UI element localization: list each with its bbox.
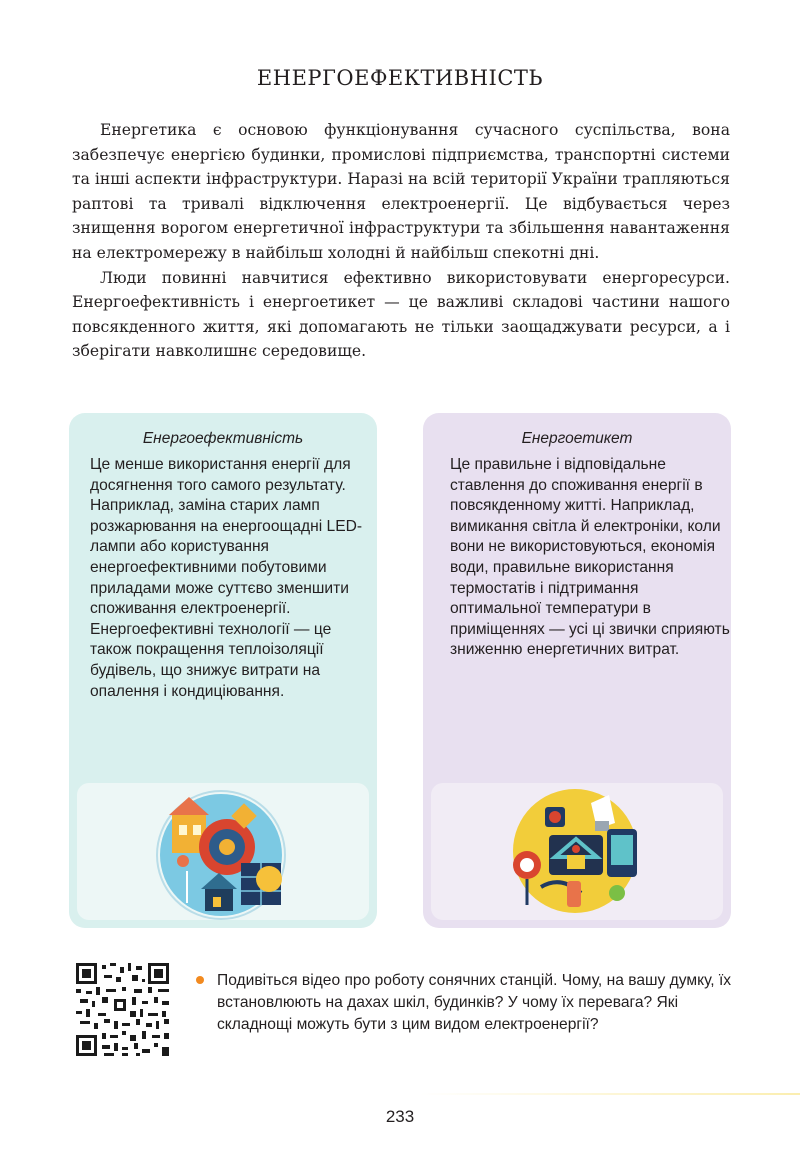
energy-etiquette-card xyxy=(423,413,731,928)
card-title: Енергоефективність xyxy=(142,430,304,447)
energy-etiquette-illustration xyxy=(431,783,723,920)
footer-divider xyxy=(420,1093,800,1095)
page-number: 233 xyxy=(385,1107,415,1126)
card-text: Це менше використання енергії для досягнення того самого результату. Наприклад, заміна старих ламп розжарювання на енергоощадні LED-лампи або користування енергоефективними побутовими приладами може суттєво зменшити споживання електроенергії. Енергоефективні технології — це також покращення теплоізоляції будівель, що знижує витрати на опалення і кондиціювання. xyxy=(90,456,363,700)
intro-paragraph: Люди повинні навчитися ефективно використовувати енергоресурси. Енергоефективність і енергоетикет — це важливі складові частини нашого повсякденного життя, які допомагають не тільки заощаджувати ресурси, а і зберігати навколишнє середовище. xyxy=(72,268,730,361)
intro-text xyxy=(72,118,730,364)
intro-paragraph: Енергетика є основою функціонування сучасного суспільства, вона забезпечує енергією будинки, промислові підприємства, транспортні системи та інші аспекти інфраструктури. Наразі на всій території України трапляються раптові та тривалі відключення електроенергії. Це відбувається через знищення ворогом енергетичної інфраструктури та збільшення навантаження на електромережу в найбільш холодні й найбільш спекотні дні. xyxy=(72,121,730,262)
illustration-panel xyxy=(77,783,369,920)
energy-efficiency-card xyxy=(69,413,377,928)
task-text: Подивіться відео про роботу сонячних станцій. Чому, на вашу думку, їх встановлюють на дахах шкіл, будинків? У чому їх перевага? Які складнощі можуть бути з цим видом електроенергії? xyxy=(217,972,732,1033)
card-text: Це правильне і відповідальне ставлення до споживання енергії в повсякденному житті. Наприклад, вимикання світла й електроніки, коли вони не використовуються, економія води, правильне використання термостатів і підтримання оптимальної температури в приміщеннях — усі ці звички сприяють зниженню енергетичних витрат. xyxy=(450,456,730,659)
card-title: Енергоетикет xyxy=(521,430,633,447)
bullet-dot xyxy=(196,976,204,984)
energy-efficiency-illustration xyxy=(77,783,369,920)
page-title: ЕНЕРГОЕФЕКТИВНІСТЬ xyxy=(256,66,544,90)
qr-code[interactable] xyxy=(76,963,169,1056)
illustration-panel xyxy=(431,783,723,920)
